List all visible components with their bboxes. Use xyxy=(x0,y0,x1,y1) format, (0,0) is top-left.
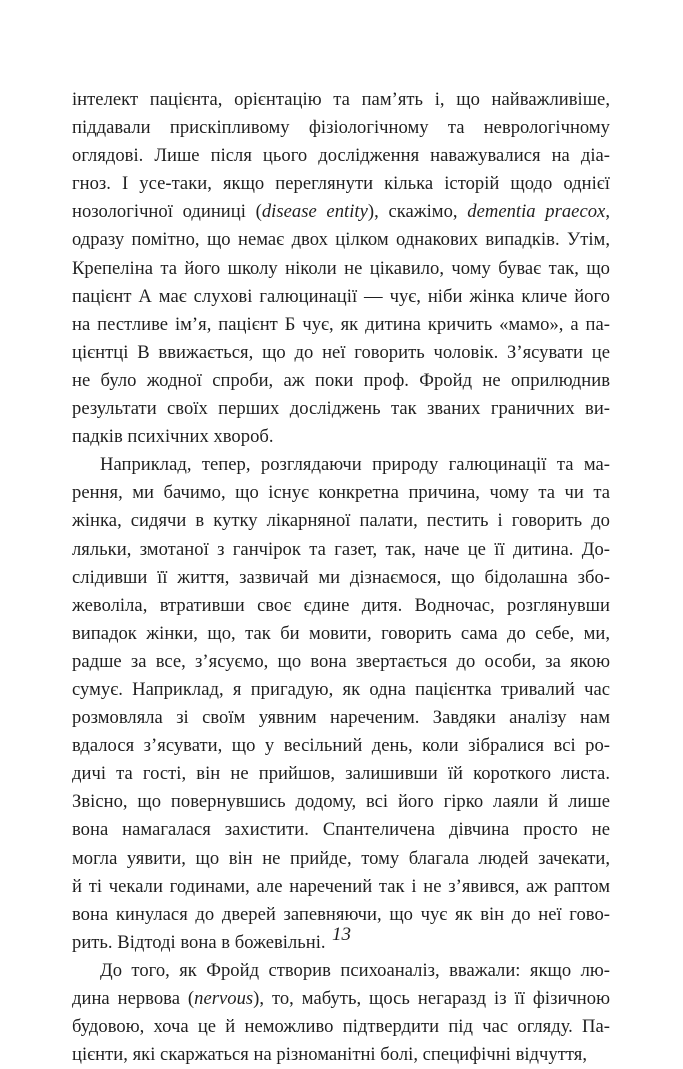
text-line: будовою, хоча це й неможливо підтвердити під час огляду. Па- xyxy=(72,1016,610,1038)
text-line: До того, як Фройд створив психоаналіз, вважали: якщо лю- xyxy=(100,959,610,981)
text-line: Наприклад, тепер, розглядаючи природу галюцинації та ма- xyxy=(100,454,610,476)
text-line: випадок жінки, що, так би мовити, говорить сама до себе, ми, xyxy=(72,622,610,644)
text-line: сумує. Наприклад, я пригадую, як одна пацієнтка тривалий час xyxy=(72,678,610,700)
text-line: вона кинулася до дверей запевняючи, що чує як він до неї гово- xyxy=(72,903,610,925)
text-line: дичі та гості, він не прийшов, залишивши їй короткого листа. xyxy=(72,763,610,785)
paragraph xyxy=(72,86,610,451)
text-line: гноз. І усе-таки, якщо переглянути кілька історій щодо однієї xyxy=(72,173,610,195)
text-line: Крепеліна та його школу ніколи не цікавило, чому буває так, що xyxy=(72,257,610,279)
text-line: нозологічної одиниці (disease entity), скажімо, dementia praecox, xyxy=(72,201,610,223)
text-line: могла уявити, що він не прийде, тому благала людей зачекати, xyxy=(72,847,610,869)
text-line: цієнти, які скаржаться на різноманітні болі, специфічні відчуття, xyxy=(72,1044,588,1066)
text-line: оглядові. Лише після цього дослідження наважувалися на діа- xyxy=(72,145,610,167)
text-line: жеволіла, втративши своє єдине дитя. Водночас, розглянувши xyxy=(72,594,610,616)
text-line: результати своїх перших досліджень так званих граничних ви- xyxy=(72,398,610,420)
text-line: пацієнт А має слухові галюцинації — чує, ніби жінка кличе його xyxy=(72,285,610,307)
text-line: рення, ми бачимо, що існує конкретна причина, чому та чи та xyxy=(72,482,610,504)
text-line: рить. Відтоді вона в божевільні. xyxy=(72,931,326,953)
text-line: на пестливе ім’я, пацієнт Б чує, як дитина кричить «мамо», а па- xyxy=(72,313,610,335)
text-line: інтелект пацієнта, орієнтацію та пам’ять і, що найважливіше, xyxy=(72,89,610,110)
text-line: радше за все, з’ясуємо, що вона звертається до особи, за якою xyxy=(72,650,610,672)
paragraph xyxy=(72,957,610,1069)
text-line: дина нервова (nervous), то, мабуть, щось негаразд із її фізичною xyxy=(72,988,610,1009)
page-number: 13 xyxy=(332,924,351,945)
text-line: вона намагалася захистити. Спантеличена дівчина просто не xyxy=(72,819,610,841)
text-line: ляльки, змотаної з ганчірок та газет, так, наче це її дитина. До- xyxy=(72,538,610,560)
text-line: розмовляла зі своїм уявним нареченим. Завдяки аналізу нам xyxy=(72,707,610,729)
text-line: й ті чекали годинами, але наречений так і не з’явився, аж раптом xyxy=(72,875,610,897)
paragraph xyxy=(72,451,610,957)
text-line: слідивши її життя, зазвичай ми дізнаємося, що бідолашна збо- xyxy=(72,566,610,588)
text-line: вдалося з’ясувати, що у весільний день, коли зібралися всі ро- xyxy=(72,735,610,757)
text-line: одразу помітно, що немає двох цілком однакових випадків. Утім, xyxy=(72,229,610,251)
text-line: Звісно, що повернувшись додому, всі його гірко лаяли й лише xyxy=(72,791,610,813)
text-line: піддавали прискіпливому фізіологічному та неврологічному xyxy=(72,117,610,139)
text-line: падків психічних хвороб. xyxy=(72,426,274,448)
text-line: цієнтці В ввижається, що до неї говорить чоловік. З’ясувати це xyxy=(72,341,610,363)
body-text xyxy=(72,86,610,1069)
text-line: жінка, сидячи в кутку лікарняної палати, пестить і говорить до xyxy=(72,510,610,532)
text-line: не було жодної спроби, аж поки проф. Фройд не оприлюднив xyxy=(72,369,610,391)
